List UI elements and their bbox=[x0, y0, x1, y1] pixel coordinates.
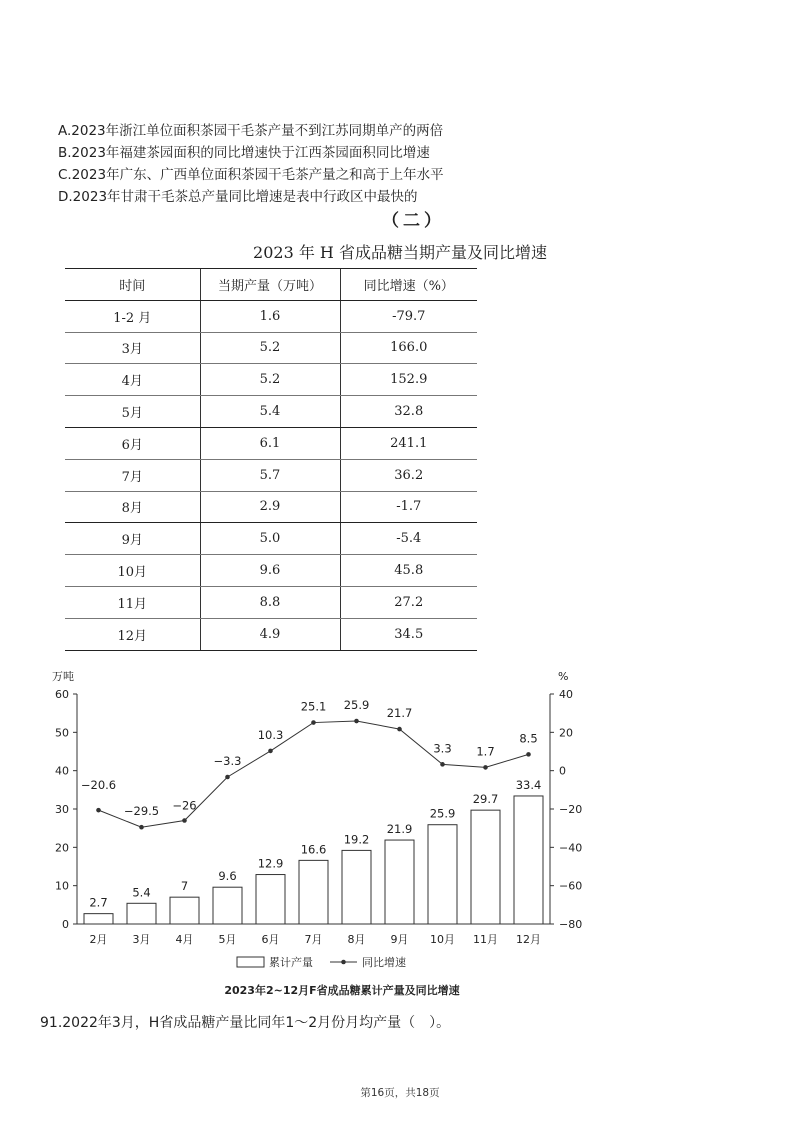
table-row bbox=[65, 523, 477, 555]
legend-line-marker bbox=[341, 960, 346, 965]
page-footer: 第16页，共18页 bbox=[360, 1087, 440, 1099]
growth-line bbox=[99, 721, 529, 827]
cell-growth: 34.5 bbox=[340, 618, 477, 650]
x-tick-label: 2月 bbox=[89, 933, 108, 946]
cell-output: 2.9 bbox=[200, 491, 340, 523]
cell-growth: -79.7 bbox=[340, 300, 477, 332]
question-91: 91.2022年3月，H省成品糖产量比同年1～2月份月均产量（ ）。 bbox=[40, 1015, 451, 1031]
x-tick-label: 9月 bbox=[390, 933, 409, 946]
cell-growth: 152.9 bbox=[340, 364, 477, 396]
x-tick-label: 3月 bbox=[132, 933, 151, 946]
section-title: （二） bbox=[382, 211, 445, 231]
growth-point bbox=[139, 825, 144, 830]
left-tick-label: 30 bbox=[55, 803, 69, 816]
cell-output: 5.2 bbox=[200, 332, 340, 364]
cell-growth: 32.8 bbox=[340, 396, 477, 428]
cell-growth: 241.1 bbox=[340, 427, 477, 459]
growth-value-label: 10.3 bbox=[257, 727, 284, 742]
bar bbox=[84, 914, 113, 924]
cell-time: 10月 bbox=[65, 555, 200, 587]
growth-point bbox=[268, 749, 273, 754]
table-row bbox=[65, 300, 477, 332]
growth-value-label: 21.7 bbox=[386, 706, 413, 721]
bar-value-label: 2.7 bbox=[89, 895, 108, 910]
table-row bbox=[65, 491, 477, 523]
cell-time: 6月 bbox=[65, 427, 200, 459]
right-tick-label: 20 bbox=[559, 726, 573, 740]
cell-time: 11月 bbox=[65, 586, 200, 618]
bar bbox=[127, 903, 156, 924]
bar-value-label: 7 bbox=[180, 879, 189, 894]
growth-point bbox=[397, 727, 402, 732]
bar bbox=[170, 897, 199, 924]
x-tick-label: 4月 bbox=[175, 933, 194, 946]
sugar-production-chart bbox=[0, 660, 800, 1005]
x-tick-label: 5月 bbox=[218, 933, 237, 946]
bar-value-label: 5.4 bbox=[132, 885, 151, 900]
growth-value-label: 25.9 bbox=[343, 698, 370, 713]
bar bbox=[213, 887, 242, 924]
growth-value-label: 3.3 bbox=[433, 741, 452, 756]
bar bbox=[256, 875, 285, 924]
option-d: D.2023年甘肃干毛茶总产量同比增速是表中行政区中最快的 bbox=[58, 189, 418, 205]
bar-value-label: 16.6 bbox=[300, 842, 327, 857]
table-row bbox=[65, 459, 477, 491]
cell-output: 5.7 bbox=[200, 459, 340, 491]
growth-point bbox=[354, 719, 359, 724]
bar bbox=[385, 840, 414, 924]
x-tick-label: 11月 bbox=[473, 933, 498, 946]
left-axis-unit: 万吨 bbox=[52, 670, 74, 683]
growth-value-label: −29.5 bbox=[123, 804, 160, 819]
growth-value-label: −3.3 bbox=[213, 753, 242, 768]
legend-bar-label: 累计产量 bbox=[269, 956, 313, 969]
cell-output: 1.6 bbox=[200, 300, 340, 332]
right-tick-label: −40 bbox=[559, 841, 583, 855]
right-axis-unit: % bbox=[558, 670, 569, 683]
bar-value-label: 9.6 bbox=[218, 869, 237, 884]
bar bbox=[471, 810, 500, 924]
left-tick-label: 10 bbox=[55, 879, 69, 893]
right-tick-label: 0 bbox=[559, 764, 566, 778]
table-row bbox=[65, 427, 477, 459]
header-time: 时间 bbox=[65, 269, 200, 301]
left-tick-label: 60 bbox=[55, 688, 69, 701]
bar-value-label: 29.7 bbox=[472, 792, 499, 807]
growth-value-label: −20.6 bbox=[80, 778, 117, 793]
bar-value-label: 33.4 bbox=[515, 777, 542, 792]
x-tick-label: 6月 bbox=[261, 933, 280, 946]
growth-point bbox=[440, 762, 445, 767]
bar bbox=[342, 850, 371, 924]
growth-point bbox=[483, 765, 488, 770]
bar bbox=[428, 825, 457, 924]
right-tick-label: −80 bbox=[559, 918, 583, 931]
growth-point bbox=[225, 775, 230, 780]
table-row bbox=[65, 586, 477, 618]
cell-output: 5.0 bbox=[200, 523, 340, 555]
table-row bbox=[65, 618, 477, 650]
left-tick-label: 50 bbox=[55, 726, 69, 740]
production-table bbox=[65, 268, 477, 651]
growth-point bbox=[182, 818, 187, 823]
cell-time: 5月 bbox=[65, 396, 200, 428]
cell-growth: 45.8 bbox=[340, 555, 477, 587]
x-tick-label: 8月 bbox=[347, 933, 366, 946]
cell-growth: 166.0 bbox=[340, 332, 477, 364]
header-growth: 同比增速（%） bbox=[340, 269, 477, 301]
table-row bbox=[65, 555, 477, 587]
cell-growth: -5.4 bbox=[340, 523, 477, 555]
growth-value-label: 1.7 bbox=[476, 744, 495, 759]
right-tick-label: −60 bbox=[559, 879, 583, 893]
table-header-row bbox=[65, 269, 477, 301]
left-tick-label: 20 bbox=[55, 841, 69, 855]
header-output: 当期产量（万吨） bbox=[200, 269, 340, 301]
bar-value-label: 19.2 bbox=[343, 832, 370, 847]
option-a: A.2023年浙江单位面积茶园干毛茶产量不到江苏同期单产的两倍 bbox=[58, 123, 444, 139]
x-tick-label: 10月 bbox=[430, 933, 455, 946]
cell-time: 3月 bbox=[65, 332, 200, 364]
x-tick-label: 7月 bbox=[304, 933, 323, 946]
table-row bbox=[65, 332, 477, 364]
cell-time: 7月 bbox=[65, 459, 200, 491]
x-tick-label: 12月 bbox=[516, 933, 541, 946]
cell-output: 6.1 bbox=[200, 427, 340, 459]
bar-value-label: 25.9 bbox=[429, 806, 456, 821]
growth-value-label: −26 bbox=[172, 798, 197, 813]
chart-title: 2023年2~12月F省成品糖累计产量及同比增速 bbox=[224, 984, 460, 997]
cell-time: 4月 bbox=[65, 364, 200, 396]
cell-growth: -1.7 bbox=[340, 491, 477, 523]
option-c: C.2023年广东、广西单位面积茶园干毛茶产量之和高于上年水平 bbox=[58, 167, 444, 183]
cell-output: 8.8 bbox=[200, 586, 340, 618]
growth-value-label: 25.1 bbox=[300, 699, 327, 714]
right-tick-label: −20 bbox=[559, 803, 583, 816]
table-row bbox=[65, 364, 477, 396]
table-row bbox=[65, 396, 477, 428]
cell-output: 5.4 bbox=[200, 396, 340, 428]
bar bbox=[514, 796, 543, 924]
growth-point bbox=[311, 720, 316, 725]
cell-output: 4.9 bbox=[200, 618, 340, 650]
right-tick-label: 40 bbox=[559, 688, 573, 701]
cell-time: 8月 bbox=[65, 491, 200, 523]
bar-value-label: 12.9 bbox=[257, 856, 284, 871]
bar bbox=[299, 860, 328, 924]
left-tick-label: 40 bbox=[55, 764, 69, 778]
cell-growth: 27.2 bbox=[340, 586, 477, 618]
legend-line-label: 同比增速 bbox=[362, 956, 406, 969]
option-b: B.2023年福建茶园面积的同比增速快于江西茶园面积同比增速 bbox=[58, 145, 430, 161]
growth-point bbox=[96, 808, 101, 813]
growth-value-label: 8.5 bbox=[519, 731, 538, 746]
cell-output: 5.2 bbox=[200, 364, 340, 396]
cell-time: 1-2 月 bbox=[65, 300, 200, 332]
answer-options bbox=[58, 120, 444, 208]
growth-point bbox=[526, 752, 531, 757]
table-title: 2023 年 H 省成品糖当期产量及同比增速 bbox=[253, 243, 547, 262]
cell-time: 9月 bbox=[65, 523, 200, 555]
cell-growth: 36.2 bbox=[340, 459, 477, 491]
left-tick-label: 0 bbox=[62, 918, 69, 931]
cell-output: 9.6 bbox=[200, 555, 340, 587]
legend-bar-swatch bbox=[237, 957, 264, 967]
bar-value-label: 21.9 bbox=[386, 822, 413, 837]
cell-time: 12月 bbox=[65, 618, 200, 650]
